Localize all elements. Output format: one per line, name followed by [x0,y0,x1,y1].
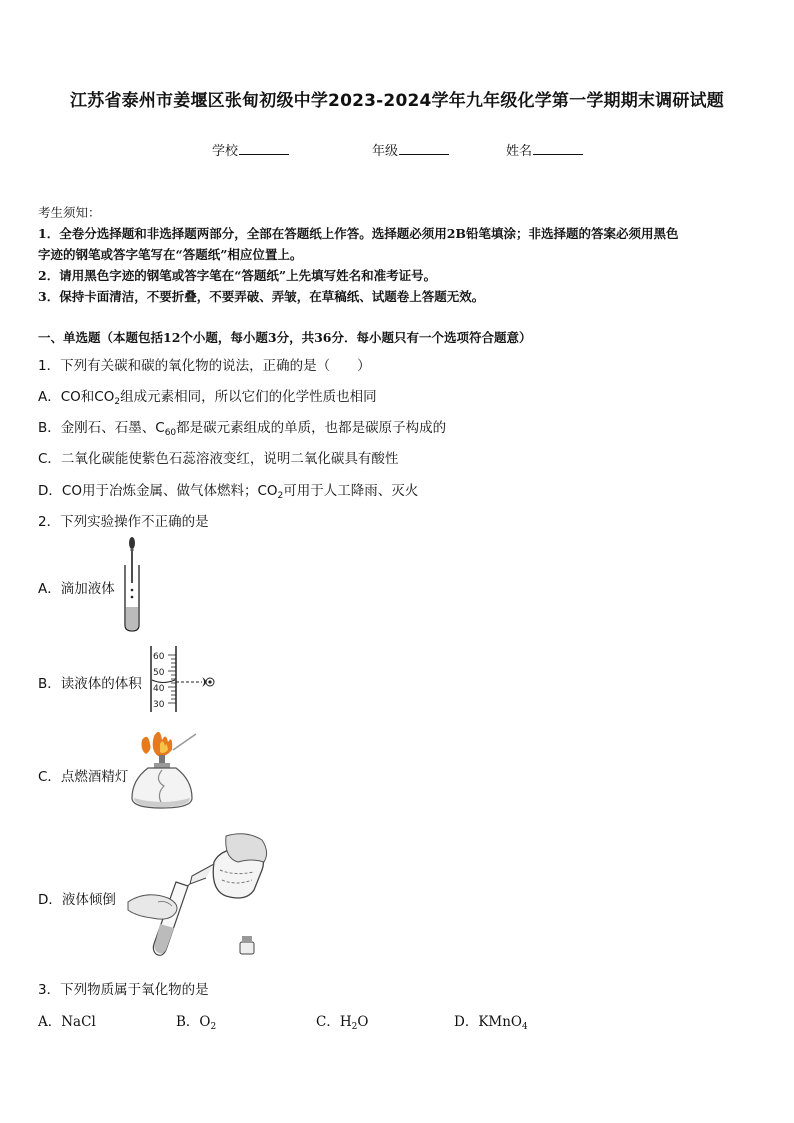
q3-option-a[interactable]: A．NaCl [38,1014,96,1030]
q3-d-text: D．KMnO [454,1014,522,1030]
q3-option-b[interactable] [176,1010,216,1032]
q1-b-text-2: 都是碳元素组成的单质，也都是碳原子构成的 [176,420,447,436]
dropper-test-tube-illustration [118,535,148,635]
q2-stem: 2．下列实验操作不正确的是 [38,514,209,530]
name-field[interactable] [506,140,583,159]
q3-option-d[interactable] [454,1010,528,1032]
q2-option-b[interactable]: B．读液体的体积 [38,676,142,692]
graduated-cylinder-illustration [144,644,220,714]
note-2: 2．请用黑色字迹的钢笔或答字笔在“答题纸”上先填写姓名和准考证号。 [38,268,437,283]
q2-option-d[interactable]: D．液体倾倒 [38,892,116,908]
q1-option-b[interactable] [38,416,446,438]
q1-option-a[interactable] [38,385,377,407]
liquid-pouring-illustration [122,832,272,962]
q3-b-text: B．O [176,1014,211,1030]
tick-label: 50 [153,668,165,678]
tick-label: 40 [153,684,165,694]
q3-c-text: C．H [316,1014,352,1030]
section-heading: 一、单选题（本题包括12个小题，每小题3分，共36分．每小题只有一个选项符合题意） [38,330,532,345]
q1-d-sub: 2 [277,491,284,501]
note-1a: 1．全卷分选择题和非选择题两部分，全部在答题纸上作答。选择题必须用2B铅笔填涂；非选择题的答案必须用黑色 [38,226,679,241]
q1-a-sub: 2 [114,397,121,407]
name-label: 姓名 [506,144,533,159]
tick-label: 30 [153,700,165,710]
q1-b-sub: 60 [164,428,177,438]
q3-b-sub: 2 [210,1022,217,1032]
q1-d-text: D．CO用于冶炼金属、做气体燃料；CO [38,483,278,499]
q3-option-c[interactable] [316,1010,368,1032]
grade-label: 年级 [372,144,399,159]
q1-b-text: B．金刚石、石墨、C [38,420,165,436]
tick-label: 60 [153,652,165,662]
name-blank [533,142,583,155]
grade-field[interactable] [372,140,449,159]
q1-option-d[interactable] [38,479,418,501]
q1-a-text: A．CO和CO [38,389,115,405]
school-field[interactable] [212,140,289,159]
q1-stem: 1．下列有关碳和碳的氧化物的说法，正确的是（ ） [38,358,371,374]
page-title: 江苏省泰州市姜堰区张甸初级中学2023-2024学年九年级化学第一学期期末调研试题 [70,91,724,111]
school-label: 学校 [212,144,239,159]
q3-c-text-2: O [357,1014,369,1030]
q3-stem: 3．下列物质属于氧化物的是 [38,982,209,998]
grade-blank [399,142,449,155]
note-3: 3．保持卡面清洁，不要折叠，不要弄破、弄皱，在草稿纸、试题卷上答题无效。 [38,289,485,304]
q1-option-c[interactable]: C．二氧化碳能使紫色石蕊溶液变红，说明二氧化碳具有酸性 [38,451,399,467]
q2-option-c[interactable]: C．点燃酒精灯 [38,769,129,785]
school-blank [239,142,289,155]
notes-heading: 考生须知： [38,205,101,220]
q1-a-text-2: 组成元素相同，所以它们的化学性质也相同 [120,389,377,405]
q3-d-sub: 4 [522,1022,528,1032]
note-1b: 字迹的钢笔或答字笔写在“答题纸”相应位置上。 [38,247,303,262]
q2-option-a[interactable]: A．滴加液体 [38,581,115,597]
alcohol-lamp-illustration [130,728,202,814]
q3-c-sub: 2 [351,1022,358,1032]
q1-d-text-2: 可用于人工降雨、灭火 [283,483,419,499]
